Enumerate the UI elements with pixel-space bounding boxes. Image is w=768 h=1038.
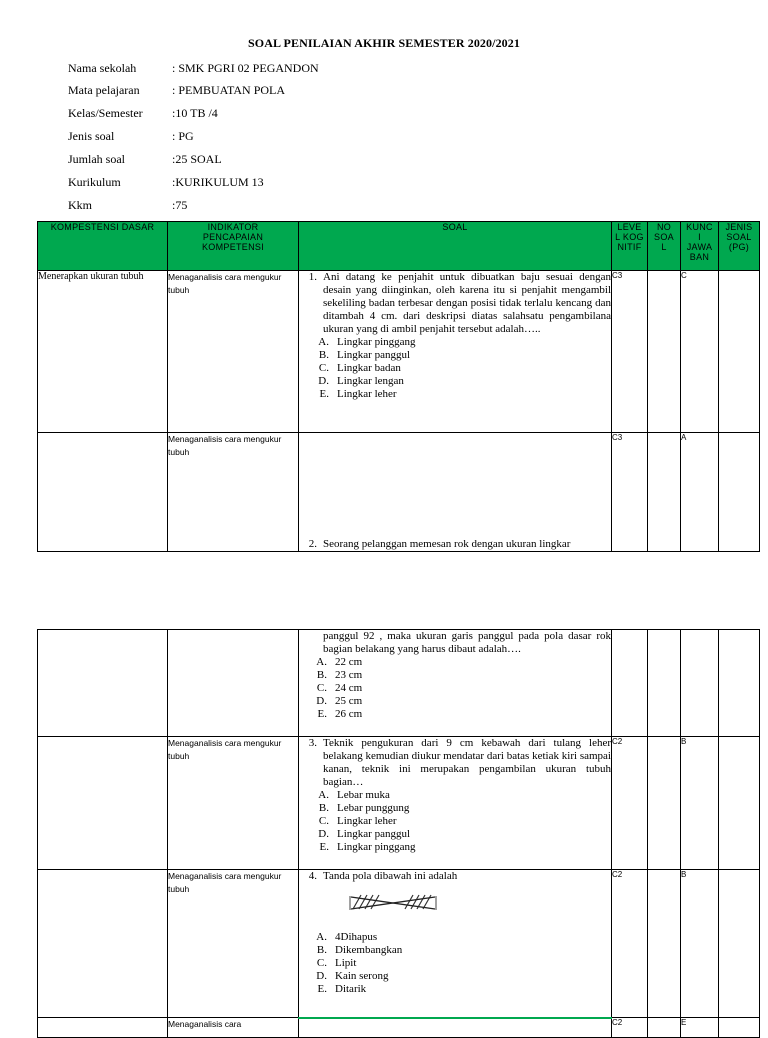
jenis-cell	[719, 433, 760, 552]
kunci-cell	[681, 630, 719, 737]
answer-option	[299, 944, 611, 957]
option-letter: D.	[318, 828, 329, 840]
indikator-cell: Menaganalisis cara mengukur tubuh	[168, 737, 299, 870]
kompetensi-dasar-cell	[38, 1018, 168, 1038]
table-row	[38, 1018, 760, 1038]
header-no-soal: NO SOA L	[648, 222, 681, 271]
level-cell	[612, 630, 648, 737]
option-letter: C.	[318, 362, 329, 374]
option-letter: E.	[319, 841, 329, 853]
meta-row-jumlah-soal	[68, 151, 222, 167]
meta-value: : SMK PGRI 02 PEGANDON	[172, 61, 319, 75]
meta-row-jenis-soal	[68, 128, 194, 144]
header-kunci-jawaban: KUNC I JAWA BAN	[681, 222, 719, 271]
option-text: Lebar punggung	[337, 802, 410, 814]
header-kompetensi-dasar: KOMPESTENSI DASAR	[38, 222, 168, 271]
option-text: 25 cm	[335, 695, 363, 707]
kunci-cell: B	[681, 737, 719, 870]
level-cell: C2	[612, 870, 648, 1018]
answer-option	[299, 336, 611, 349]
option-letter: B.	[316, 944, 327, 956]
question-cell	[299, 870, 612, 1018]
option-letter: D.	[318, 375, 329, 387]
indikator-cell: Menaganalisis cara	[168, 1018, 299, 1038]
answer-options	[299, 656, 611, 721]
option-text: 22 cm	[335, 656, 363, 668]
kompetensi-dasar-cell: Menerapkan ukuran tubuh	[38, 271, 168, 433]
option-letter: B.	[318, 802, 329, 814]
answer-option	[299, 789, 611, 802]
question-table-page-1	[37, 221, 760, 552]
kompetensi-dasar-cell	[38, 870, 168, 1018]
indikator-cell: Menaganalisis cara mengukur tubuh	[168, 433, 299, 552]
kunci-cell: B	[681, 870, 719, 1018]
no-soal-cell	[648, 630, 681, 737]
question-number: 3.	[308, 737, 317, 749]
meta-label: Jumlah soal	[68, 152, 125, 166]
answer-option	[299, 388, 611, 401]
option-text: Lingkar lengan	[337, 375, 404, 387]
option-letter: B.	[318, 349, 329, 361]
jenis-cell	[719, 870, 760, 1018]
answer-option	[299, 695, 611, 708]
option-text: Lingkar panggul	[337, 828, 411, 840]
meta-value: :KURIKULUM 13	[172, 175, 264, 189]
jenis-cell	[719, 630, 760, 737]
jenis-cell	[719, 737, 760, 870]
answer-option	[299, 708, 611, 721]
option-text: Lingkar leher	[337, 388, 397, 400]
meta-value: :75	[172, 198, 188, 212]
option-text: Lingkar pinggang	[337, 336, 416, 348]
option-text: Lipit	[335, 957, 357, 969]
question-text: panggul 92 , maka ukuran garis panggul pada pola dasar rok bagian belakang yang harus dibaut adalah….	[323, 630, 611, 655]
kompetensi-dasar-cell	[38, 630, 168, 737]
no-soal-cell	[648, 1018, 681, 1038]
header-jenis-soal: JENIS SOAL (PG)	[719, 222, 760, 271]
option-letter: E.	[317, 983, 327, 995]
meta-row-nama-sekolah	[68, 60, 319, 76]
meta-row-mata-pelajaran	[68, 82, 285, 98]
meta-value: : PEMBUATAN POLA	[172, 83, 286, 97]
option-text: Lingkar pinggang	[337, 841, 416, 853]
option-text: Lingkar leher	[337, 815, 397, 827]
answer-option	[299, 983, 611, 996]
question-table-page-2	[37, 629, 760, 1038]
answer-option	[299, 669, 611, 682]
header-indikator: INDIKATOR PENCAPAIAN KOMPETENSI	[168, 222, 299, 271]
meta-row-kelas-semester	[68, 105, 218, 121]
answer-options	[299, 931, 611, 996]
question-number: 2.	[308, 538, 317, 550]
header-soal: SOAL	[299, 222, 612, 271]
answer-option	[299, 349, 611, 362]
option-text: Lingkar panggul	[337, 349, 411, 361]
question-cell	[299, 433, 612, 552]
no-soal-cell	[648, 271, 681, 433]
table-row	[38, 433, 760, 552]
question-text: Tanda pola dibawah ini adalah	[323, 870, 458, 882]
page-title: SOAL PENILAIAN AKHIR SEMESTER 2020/2021	[248, 36, 520, 50]
question-text: Seorang pelanggan memesan rok dengan ukuran lingkar	[323, 538, 571, 550]
answer-option	[299, 957, 611, 970]
option-letter: D.	[316, 970, 327, 982]
level-cell: C2	[612, 737, 648, 870]
answer-option	[299, 970, 611, 983]
meta-label: Jenis soal	[68, 129, 115, 143]
option-text: Kain serong	[335, 970, 389, 982]
option-text: 23 cm	[335, 669, 363, 681]
option-letter: A.	[316, 931, 327, 943]
answer-options	[299, 336, 611, 401]
option-letter: A.	[318, 789, 329, 801]
answer-option	[299, 375, 611, 388]
meta-label: Kurikulum	[68, 175, 121, 189]
question-text: Teknik pengukuran dari 9 cm kebawah dari tulang leher belakang kemudian diukur mendatar dari batas ketiak kiri sampai kanan, teknik ini merupakan pengambilan ukuran tubuh bagian…	[323, 737, 611, 788]
header-level-kognitif: LEVE L KOG NITIF	[612, 222, 648, 271]
kunci-cell: A	[681, 433, 719, 552]
meta-row-kkm	[68, 197, 187, 213]
meta-value: :25 SOAL	[172, 152, 222, 166]
jenis-cell	[719, 1018, 760, 1038]
meta-value: :10 TB /4	[172, 106, 218, 120]
answer-option	[299, 841, 611, 854]
question-number: 1.	[308, 271, 317, 283]
answer-option	[299, 362, 611, 375]
option-text: Dikembangkan	[335, 944, 403, 956]
pattern-mark-diagram	[347, 889, 439, 917]
option-text: Ditarik	[335, 983, 367, 995]
answer-option	[299, 802, 611, 815]
kunci-cell: E	[681, 1018, 719, 1038]
option-text: Lebar muka	[337, 789, 390, 801]
meta-label: Mata pelajaran	[68, 83, 140, 97]
answer-option	[299, 931, 611, 944]
question-cell	[299, 271, 612, 433]
indikator-cell: Menaganalisis cara mengukur tubuh	[168, 870, 299, 1018]
answer-options	[299, 789, 611, 854]
option-letter: A.	[316, 656, 327, 668]
meta-label: Kkm	[68, 198, 92, 212]
table-row	[38, 737, 760, 870]
level-cell: C3	[612, 271, 648, 433]
kompetensi-dasar-cell	[38, 737, 168, 870]
option-letter: A.	[318, 336, 329, 348]
table-row	[38, 870, 760, 1018]
answer-option	[299, 828, 611, 841]
answer-option	[299, 815, 611, 828]
table-row	[38, 271, 760, 433]
question-text: Ani datang ke penjahit untuk dibuatkan baju sesuai dengan desain yang diinginkan, oleh karena itu si penjahit mengambil sekeliling badan terbesar dengan posisi tidak terlalu kencang dan ditambah 4 cm. dari deskripsi diatas salahsatu pengambilana ukuran yang di ambil penjahit tersebut adalah…..	[323, 271, 611, 335]
kompetensi-dasar-cell	[38, 433, 168, 552]
level-cell: C3	[612, 433, 648, 552]
meta-label: Kelas/Semester	[68, 106, 143, 120]
meta-value: : PG	[172, 129, 194, 143]
option-letter: C.	[316, 682, 327, 694]
question-number	[299, 630, 323, 656]
level-cell: C2	[612, 1018, 648, 1038]
option-letter: B.	[316, 669, 327, 681]
no-soal-cell	[648, 737, 681, 870]
option-letter: E.	[317, 708, 327, 720]
question-cell	[299, 630, 612, 737]
no-soal-cell	[648, 870, 681, 1018]
option-letter: C.	[318, 815, 329, 827]
question-number: 4.	[308, 870, 317, 882]
question-cell	[299, 737, 612, 870]
answer-option	[299, 656, 611, 669]
table-header-row	[38, 222, 760, 271]
jenis-cell	[719, 271, 760, 433]
table-row	[38, 630, 760, 737]
option-text: 4Dihapus	[335, 931, 378, 943]
question-cell	[299, 1018, 612, 1038]
meta-row-kurikulum	[68, 174, 264, 190]
answer-option	[299, 682, 611, 695]
option-letter: D.	[316, 695, 327, 707]
indikator-cell	[168, 630, 299, 737]
option-text: Lingkar badan	[337, 362, 401, 374]
option-letter: C.	[316, 957, 327, 969]
no-soal-cell	[648, 433, 681, 552]
option-letter: E.	[319, 388, 329, 400]
pattern-mark-figure	[299, 883, 611, 931]
meta-label: Nama sekolah	[68, 61, 137, 75]
option-text: 26 cm	[335, 708, 363, 720]
kunci-cell: C	[681, 271, 719, 433]
indikator-cell: Menaganalisis cara mengukur tubuh	[168, 271, 299, 433]
option-text: 24 cm	[335, 682, 363, 694]
